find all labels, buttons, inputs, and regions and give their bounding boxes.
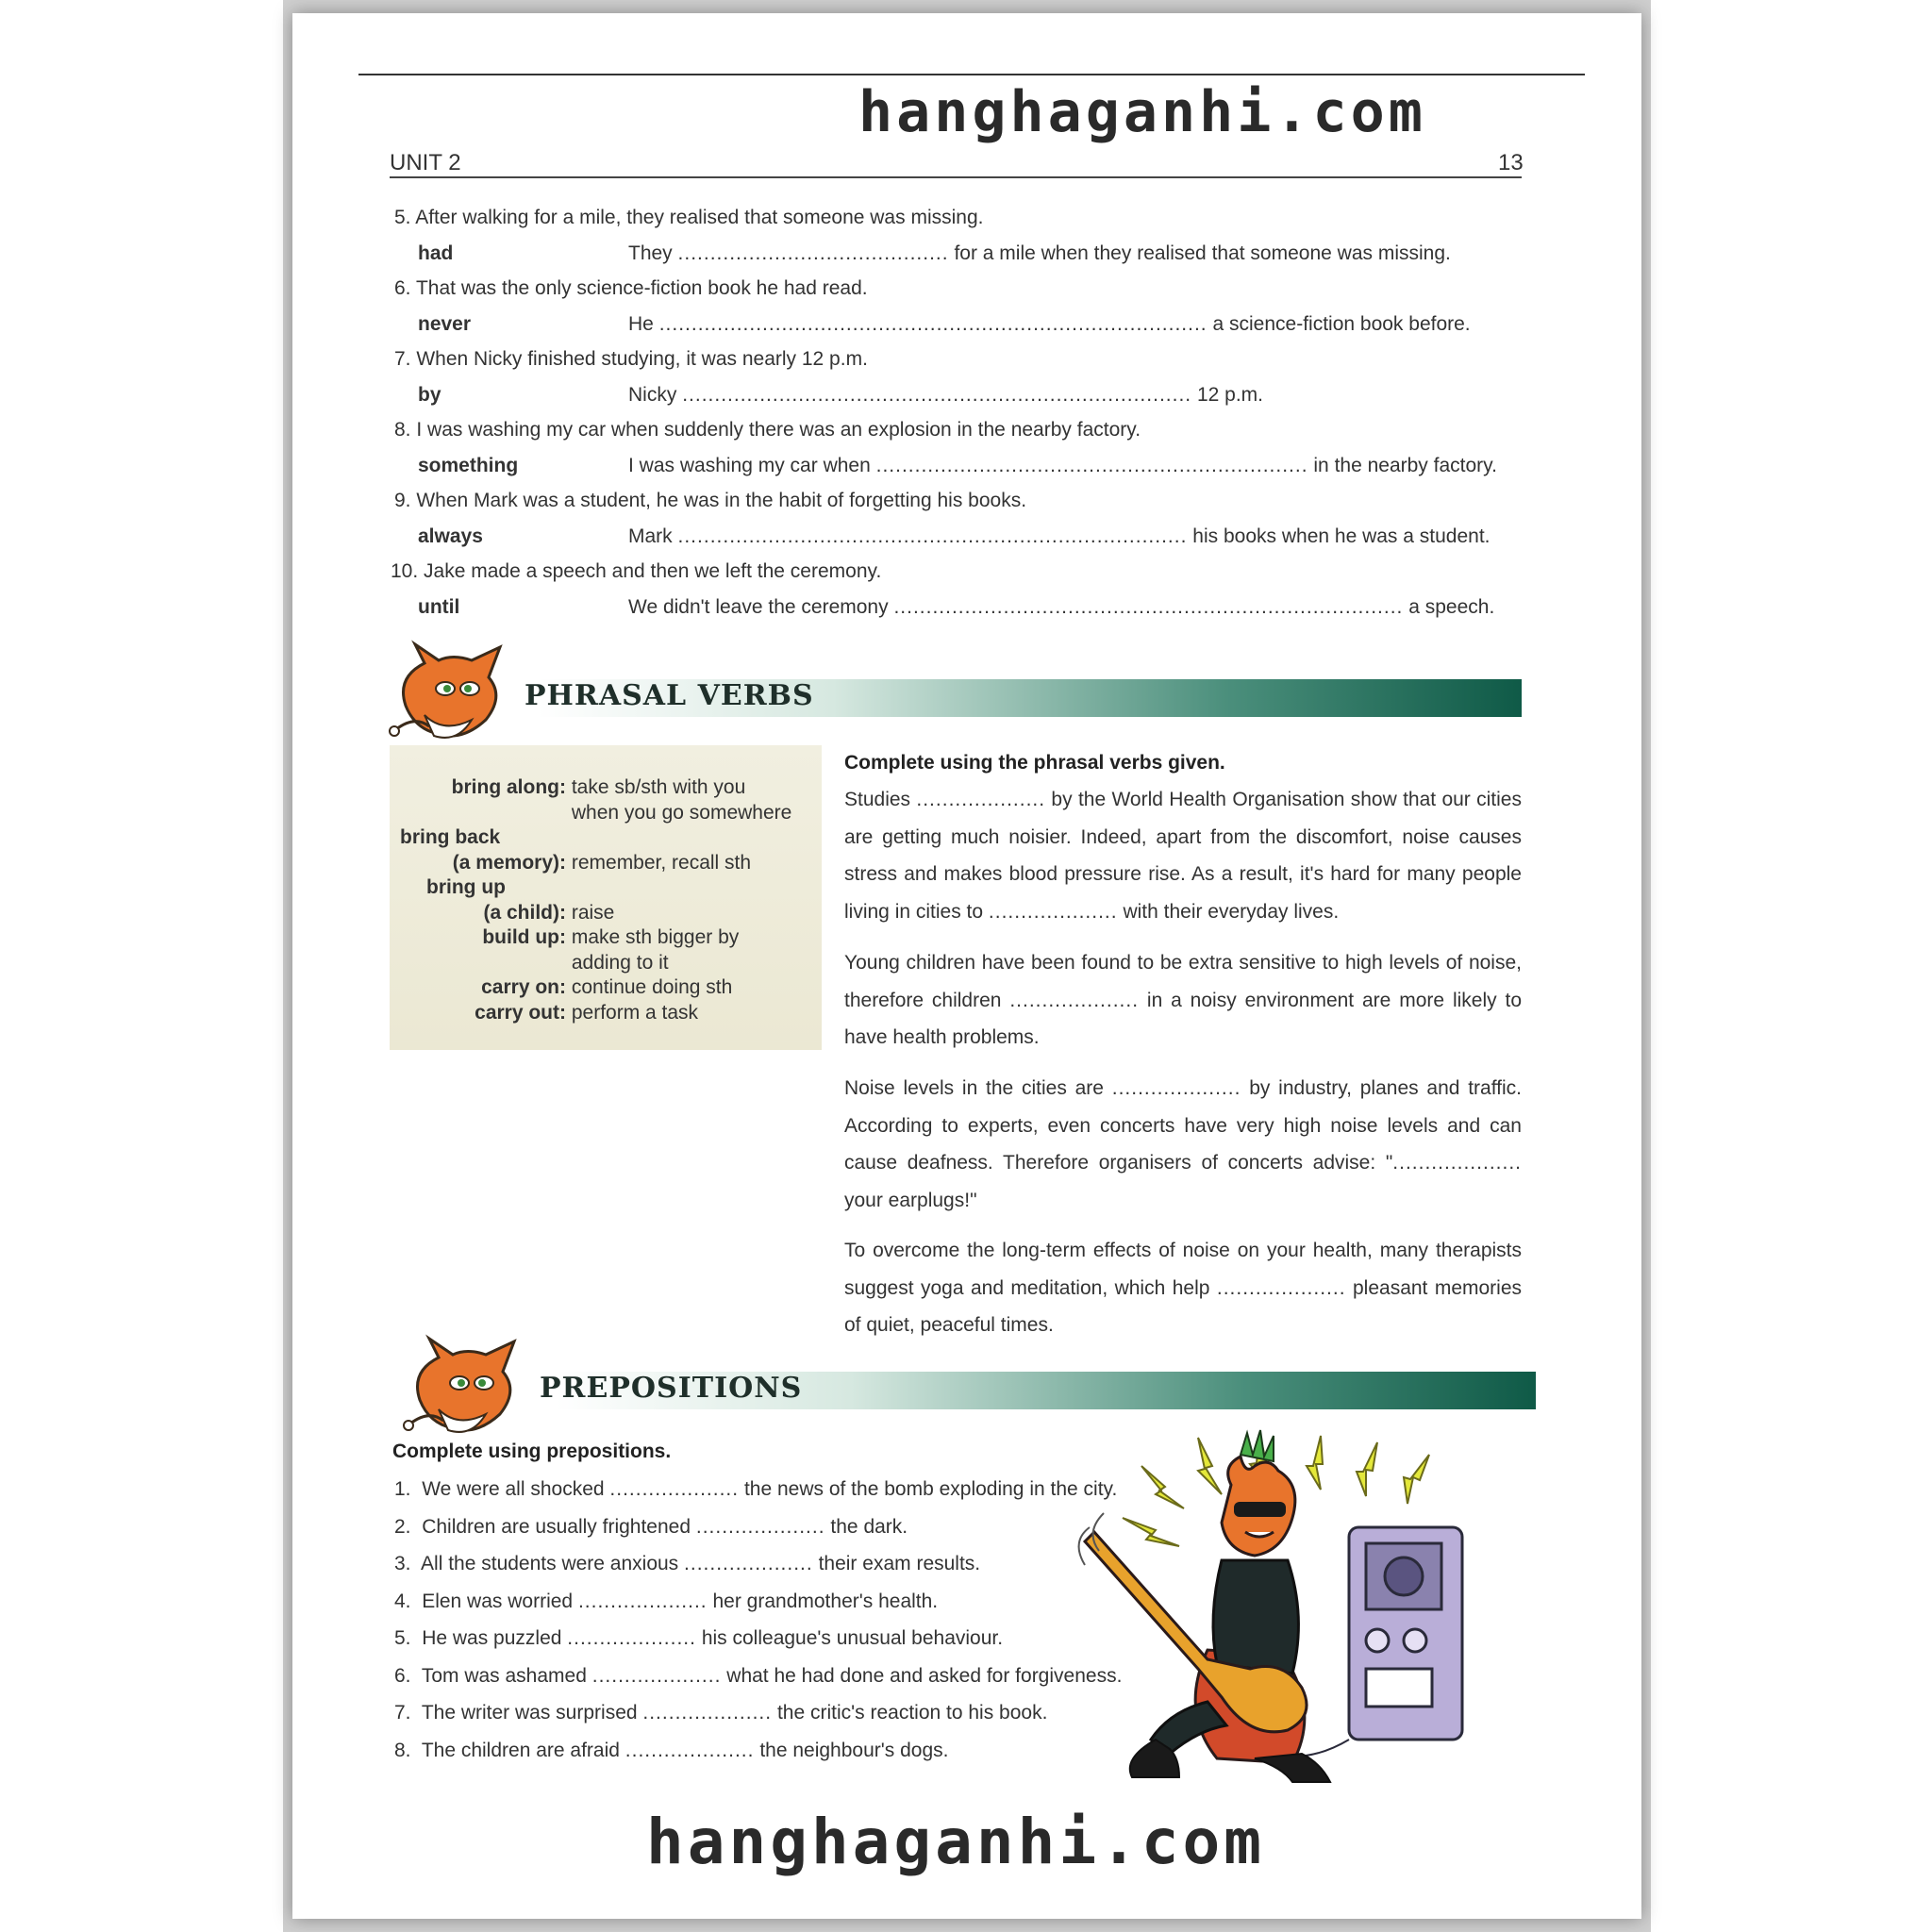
preposition-item-6: 6. Tom was ashamed .................... what he had done and asked for forgiveness.: [394, 1665, 1123, 1687]
header-rule: [390, 176, 1522, 178]
exercise-7-answer-line: Nicky ............................................................................... 12 p.m.: [628, 384, 1264, 406]
prepositions-instruction: Complete using prepositions.: [392, 1441, 672, 1462]
prepositions-title: PREPOSITIONS: [540, 1372, 803, 1405]
exercise-5-keyword: had: [418, 242, 454, 264]
preposition-item-5: 5. He was puzzled .................... his colleague's unusual behaviour.: [394, 1627, 1004, 1649]
preposition-item-1: 1. We were all shocked .................... the news of the bomb exploding in the city.: [394, 1478, 1118, 1500]
preposition-item-2: 2. Children are usually frightened .................... the dark.: [394, 1516, 908, 1538]
rocker-guitar-illustration: [1066, 1428, 1519, 1787]
glossary-row: bring back: [400, 826, 501, 848]
exercise-10-answer-line: We didn't leave the ceremony ............................................................................... a speech.: [628, 596, 1495, 618]
exercise-9-answer-line: Mark ............................................................................... his books when he was a student.: [628, 525, 1491, 547]
exercise-5-sentence: 5. After walking for a mile, they realised that someone was missing.: [394, 207, 984, 228]
page-number: 13: [1498, 150, 1524, 175]
exercise-7-sentence: 7. When Nicky finished studying, it was nearly 12 p.m.: [394, 348, 868, 370]
glossary-row: adding to it: [571, 951, 669, 974]
glossary-row: carry on: continue doing sth: [481, 976, 733, 998]
glossary-row: bring along: take sb/sth with you: [451, 776, 746, 798]
phrasal-verbs-paragraph-4: To overcome the long-term effects of noise on your health, many therapists suggest yoga and meditation, which help .................... pleasant memories of quiet, peaceful times.: [844, 1240, 1523, 1336]
glossary-row: (a child): raise: [483, 901, 615, 924]
watermark-top: hanghaganhi.com: [858, 79, 1426, 145]
phrasal-verbs-paragraph-3: Noise levels in the cities are .................... by industry, planes and traffic. According to experts, even concerts have very high noise levels and can cause deafness. Therefore organisers of concerts advise: ".................... your earplugs!": [844, 1077, 1523, 1211]
fox-mascot-icon: [401, 1334, 528, 1442]
glossary-row: (a memory): remember, recall sth: [452, 851, 752, 874]
preposition-item-4: 4. Elen was worried .................... her grandmother's health.: [394, 1591, 939, 1612]
watermark-bottom: hanghaganhi.com: [646, 1806, 1266, 1878]
exercise-8-sentence: 8. I was washing my car when suddenly there was an explosion in the nearby factory.: [394, 419, 1141, 441]
exercise-10-keyword: until: [418, 596, 460, 618]
phrasal-verbs-glossary: [396, 775, 791, 1025]
glossary-row: carry out: perform a task: [475, 1001, 699, 1024]
preposition-item-3: 3. All the students were anxious .................... their exam results.: [394, 1553, 981, 1574]
exercise-7-keyword: by: [418, 384, 441, 406]
fox-mascot-icon: [387, 640, 514, 748]
phrasal-verbs-title: PHRASAL VERBS: [525, 679, 814, 712]
glossary-row: build up: make sth bigger by: [482, 926, 740, 948]
exercise-9-keyword: always: [418, 525, 483, 547]
exercise-6-answer-line: He ..................................................................................... a science-fiction book before.: [628, 313, 1471, 335]
glossary-row: when you go somewhere: [571, 801, 792, 824]
preposition-item-7: 7. The writer was surprised .................... the critic's reaction to his book.: [394, 1702, 1048, 1724]
phrasal-verbs-paragraph-2: Young children have been found to be extra sensitive to high levels of noise, therefore children .................... in a noisy environment are more likely to have health problems.: [844, 952, 1523, 1048]
exercise-6-keyword: never: [418, 313, 472, 335]
top-rule: [358, 74, 1585, 75]
exercise-5-answer-line: They .......................................... for a mile when they realised that someone was missing.: [628, 242, 1451, 264]
glossary-row: bring up: [426, 876, 506, 898]
exercise-8-keyword: something: [418, 455, 519, 476]
worksheet-page: [292, 13, 1641, 1919]
phrasal-verbs-paragraph-1: Studies .................... by the World Health Organisation show that our cities are getting much noisier. Indeed, apart from the discomfort, noise causes stress and makes blood pressure rise. As a result, it's hard for many people living in cities to .................... with their everyday lives.: [844, 789, 1522, 923]
unit-label: UNIT 2: [390, 150, 461, 175]
exercise-9-sentence: 9. When Mark was a student, he was in the habit of forgetting his books.: [394, 490, 1027, 511]
exercise-10-sentence: 10. Jake made a speech and then we left the ceremony.: [391, 560, 882, 582]
exercise-8-answer-line: I was washing my car when ................................................................... in the nearby factory.: [628, 455, 1497, 476]
phrasal-verbs-instruction: Complete using the phrasal verbs given.: [844, 752, 1225, 774]
exercise-6-sentence: 6. That was the only science-fiction book he had read.: [394, 277, 868, 299]
preposition-item-8: 8. The children are afraid .................... the neighbour's dogs.: [394, 1740, 949, 1761]
